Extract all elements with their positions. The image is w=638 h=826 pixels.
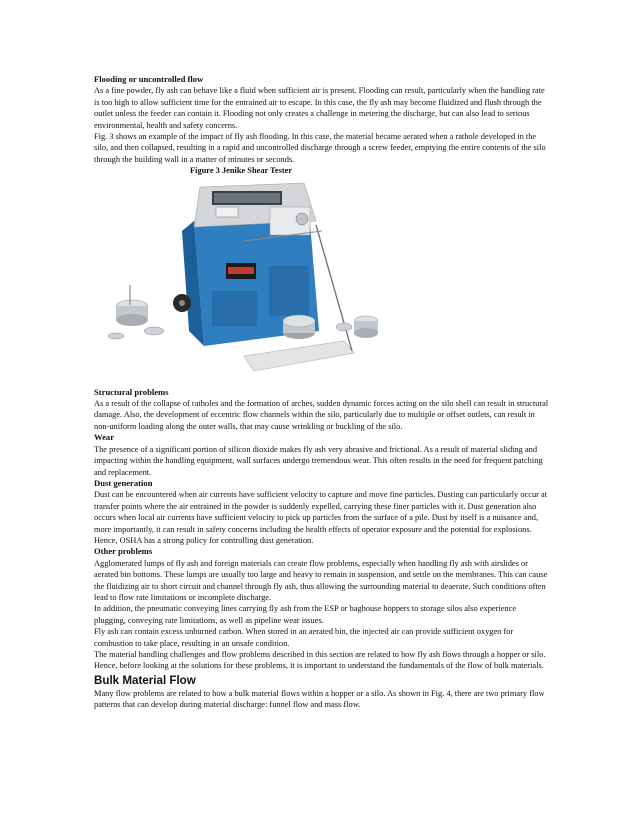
- paragraph-dust: Dust can be encountered when air currents have sufficient velocity to capture and move fine particles. Dusting can particularly occur at transfer points where the air entrained in the powder is suddenly expelled, carrying these finer particles with it. Dust generation also occurs when local air currents have sufficient velocity to pick up particles from the surface of a pile. Dust by itself is a nuisance and, more importantly, it can result in safety concerns including the health effects of operator exposure and the potential for explosions. Hence, OSHA has a strong policy for controlling dust generation.: [94, 490, 548, 545]
- paragraph-wear: The presence of a significant portion of silicon dioxide makes fly ash very abrasive and frictional. As a result of material sliding and impacting within the handling equipment, wall surfaces undergo tremendous wear. This often results in the need for frequent patching and replacement.: [94, 444, 543, 477]
- document-page: [94, 74, 550, 711]
- paragraph-bulk: Many flow problems are related to how a bulk material flows within a hopper or a silo. As shown in Fig. 4, there are two primary flow patterns that can develop during material discharge: funnel flow and mass flow.: [94, 688, 545, 710]
- paragraph-flooding-1: As a fine powder, fly ash can behave like a fluid when sufficient air is present. Flooding can result, particularly when the handling rate is too high to allow sufficient time for the entrained air to escape. In this case, the fly ash may become fluidized and flush through the outlet unless the feeder can contain it. Flooding not only creates a challenge in metering the discharge, but can also lead to serious environmental, health and safety concerns.: [94, 86, 545, 130]
- paragraph-other-4: The material handling challenges and flow problems described in this section are related to how fly ash flows through a hopper or silo. Hence, before looking at the solutions for these problems, it is important to understand the fundamentals of the flow of bulk materials.: [94, 650, 546, 671]
- heading-other: Other problems: [94, 546, 153, 557]
- paragraph-flooding-2: Fig. 3 shows an example of the impact of fly ash flooding. In this case, the material became aerated when a rathole developed in the silo, and then collapsed, resulting in a rapid and uncontrolled discharge through a screw feeder, emptying the entire contents of the silo through the building wall in a matter of minutes or seconds.: [94, 132, 546, 164]
- paragraph-other-1: Agglomerated lumps of fly ash and foreign materials can create flow problems, especially when handling fly ash with airslides or aerated bin bottoms. These lumps are usually too large and heavy to remain in suspension, and settle on the membranes. This can cause the fluidizing air to short circuit and channel through fly ash, thus allowing the surrounding material to deaerate. Such conditions often lead to flow rate limitations or incomplete discharge.: [94, 558, 548, 602]
- heading-dust: Dust generation: [94, 477, 153, 488]
- heading-flooding: Flooding or uncontrolled flow: [94, 74, 204, 84]
- paragraph-other-3: Fly ash can contain excess unburned carbon. When stored in an aerated bin, the injected air can provide sufficient oxygen for combustion to take place, resulting in an unsafe condition.: [94, 627, 514, 648]
- heading-wear: Wear: [94, 432, 115, 443]
- figure-caption: Figure 3 Jenike Shear Tester: [190, 166, 293, 176]
- heading-bulk-material-flow: Bulk Material Flow: [94, 673, 196, 687]
- jenike-shear-tester-image: [94, 181, 406, 387]
- figure-jenike-shear-tester: [94, 181, 406, 387]
- paragraph-other-2: In addition, the pneumatic conveying lines carrying fly ash from the ESP or baghouse hoppers to storage silos also experience plugging, conveying rate limitations, as well as pipeline wear issues.: [94, 604, 517, 625]
- heading-structural: Structural problems: [94, 386, 169, 397]
- paragraph-structural: As a result of the collapse of ratholes and the formation of arches, sudden dynamic forces acting on the silo shell can result in structural damage. Also, the development of eccentric flow channels within the silo, particularly due to multiple or offset outlets, can result in non-uniform loading along the outer walls, that may cause wrinkling or buckling of the silo.: [94, 399, 549, 431]
